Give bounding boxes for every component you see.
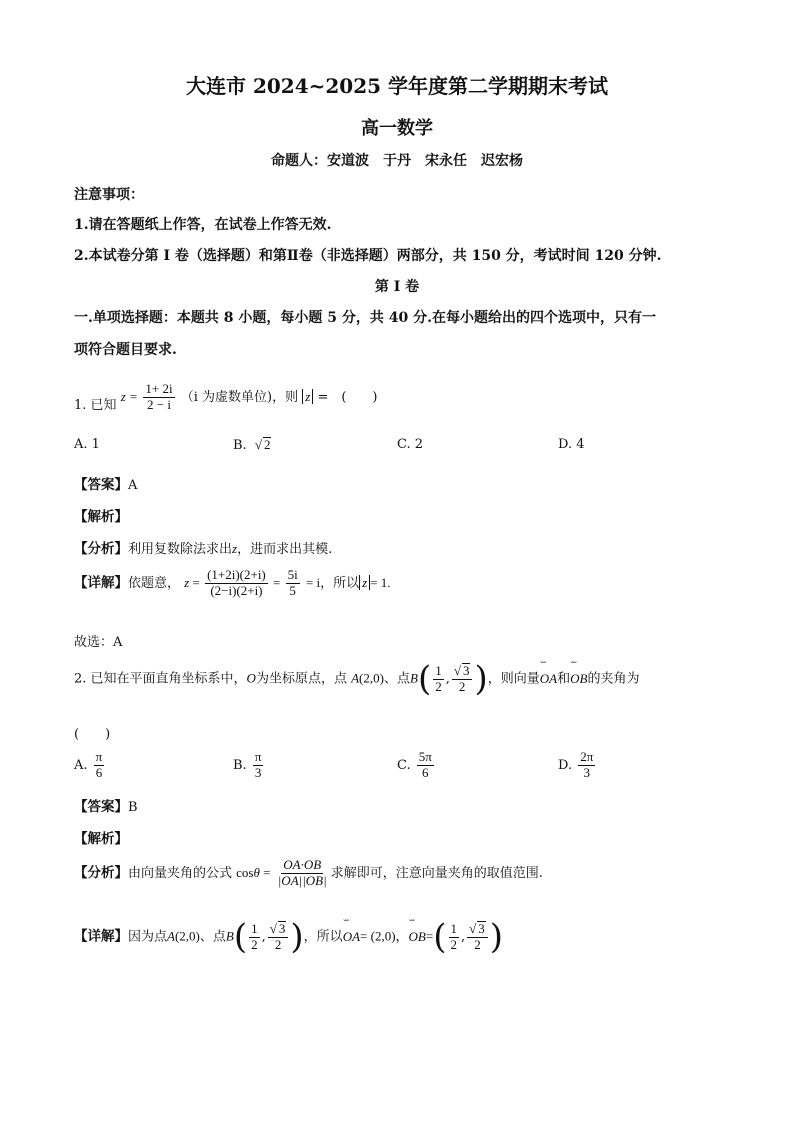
q1-answer-value: A (128, 478, 138, 493)
q2-option-a-label: A. (74, 757, 88, 773)
q2-theta: θ (253, 864, 260, 880)
notes-heading: 注意事项： (74, 187, 144, 203)
q2-option-b-num: π (254, 749, 262, 764)
q1-detail-fraction-1-num: (1+2i)(2+i) (207, 567, 266, 582)
q2-answer (74, 795, 138, 815)
q2-detail-vector-OB: ˘˘˘ OB (409, 929, 426, 945)
q2-fenxi: 【分析】由向量夹角的公式 cosθ = $\frac{OA\cdot OB}{|OA||OB|}$ 求解即可，注意向量夹角的取值范围. (74, 857, 543, 888)
q2-option-b-den: 3 (254, 764, 262, 780)
q1-fraction-numerator: 1+ 2i (145, 381, 173, 397)
q1-analysis-label: 【解析】 (74, 509, 128, 525)
q1-option-c: C. 2 (397, 437, 424, 452)
q1-fenxi-text-2: ，进而求出其模. (237, 542, 333, 557)
q2-paren: ( ) (74, 727, 111, 742)
q2-option-d-frac (578, 750, 595, 781)
exam-title: 大连市 2024~2025 学年度第二学期期末考试 (185, 74, 608, 98)
q2-option-d (558, 750, 597, 781)
q2-vector-OB: ˘˘˘ OB (570, 671, 587, 687)
q2-B-y-sqrt: 3 (462, 663, 470, 679)
q2-option-c-num: 5π (418, 749, 432, 764)
part1-heading: 第 I 卷 (374, 279, 420, 295)
q2-cos: cos (236, 864, 254, 880)
q2-B-x (433, 664, 444, 695)
q2-detail-text-3: ，所以 (303, 929, 343, 945)
q2-formula-num: OA·OB (283, 857, 322, 872)
q2-fenxi-label: 【分析】 (74, 864, 128, 881)
question-1-stem (74, 372, 377, 413)
q2-detail-label: 【详解】 (74, 928, 128, 945)
q2-detail-OA-value: = (2,0) (360, 928, 396, 944)
q2-detail-B: B (225, 928, 234, 944)
q2-option-a-frac (94, 750, 105, 781)
q2-option-a (74, 750, 106, 781)
q2-option-a-den: 6 (95, 764, 103, 780)
q2-option-b-frac (253, 750, 264, 781)
q2-detail-text-2: 、点 (199, 929, 226, 945)
q2-text-2: 、点 (383, 671, 410, 687)
q2-text-1: 为坐标原点，点 (255, 671, 347, 687)
q2-vector-OA: ˘˘˘ OA (540, 671, 557, 687)
q1-fenxi (74, 537, 332, 557)
q2-prefix: 2. 已知在平面直角坐标系中， (74, 671, 247, 687)
q2-detail-text-1: 因为点 (128, 929, 168, 945)
q2-detail-B-y-num: √ 3 (268, 921, 289, 938)
q2-B-x-num: 1 (435, 662, 442, 678)
q2-B-y-num: √ 3 (452, 663, 473, 680)
q2-detail-A-coord: (2,0) (174, 928, 200, 944)
q2-option-c-frac (417, 750, 434, 781)
q1-option-b-sqrt: 2 (263, 437, 271, 452)
q2-detail-OB-x-num: 1 (450, 920, 457, 936)
q1-eq: = (129, 389, 138, 405)
q2-detail-OB-x-den: 2 (450, 936, 457, 952)
q2-detail-sep: ， (395, 929, 409, 945)
q2-detail-B-x-den: 2 (251, 936, 258, 952)
q2-detail-B-x (249, 922, 260, 953)
q2-detail-OB-y-sqrt: 3 (478, 921, 485, 937)
q2-detail-OB-y (467, 921, 488, 953)
q2-B-y (452, 663, 473, 695)
q1-z: z (120, 389, 126, 405)
q2-detail-B-x-num: 1 (251, 920, 258, 936)
q2-option-d-den: 3 (583, 764, 591, 780)
q2-A: A (351, 670, 360, 686)
q1-detail-text-2: ，所以 (320, 575, 360, 591)
q1-detail-label: 【详解】 (74, 574, 128, 591)
q1-detail-fraction-2-num: 5i (287, 567, 298, 582)
q2-option-b-label: B. (233, 757, 247, 773)
q2-text-4: 和 (557, 671, 571, 687)
q2-angle-formula (276, 858, 329, 889)
q2-text-5: 的夹角为 (587, 671, 640, 687)
q1-answer (74, 473, 137, 493)
q1-mid-text: （i 为虚数单位)，则 (180, 390, 299, 406)
q2-detail-OB-eq: = (425, 928, 434, 944)
notes-item-1: 1.请在答题纸上作答，在试卷上作答无效. (74, 217, 332, 233)
q2-option-d-num: 2π (580, 749, 594, 764)
q1-detail-abs-z: z (359, 575, 370, 590)
q2-detail-B-y-den: 2 (274, 937, 282, 952)
q2-detail-OB-x (449, 922, 460, 953)
q1-choose: 故选：A (74, 635, 123, 650)
q2-O: O (246, 670, 256, 686)
q1-abs-z: z (302, 389, 313, 404)
q1-detail-z: z (184, 574, 190, 590)
q1-option-b: B. √ 2 (233, 437, 271, 453)
q2-detail: 【详解】因为点A(2,0)、点B( $\frac{1}{2}$ , $\frac{√ 3}{2}$ )，所以˘˘˘ OA= (2,0)，˘˘˘ OB=( $\frac{1}{2}$ , $\frac{√ 3}{2}$ ) (74, 920, 503, 954)
q1-detail-text-1: 依题意， (128, 575, 181, 591)
q2-detail-OB-y-den: 2 (474, 937, 481, 952)
q1-option-b-label: B. (233, 438, 247, 453)
section-instructions-line-1: 一.单项选择题：本题共 8 小题，每小题 5 分，共 40 分.在每小题给出的四个选项中，只有一 (74, 310, 656, 326)
question-2-stem: 2. 已知在平面直角坐标系中，O为坐标原点，点 A(2,0)、点B( $\frac{1}{2}$ , $\frac{√ 3}{2}$ )，则向量˘˘˘ OA和˘˘˘ OB的夹角为 (74, 662, 639, 696)
section-instructions-line-2: 项符合题目要求. (74, 342, 177, 358)
q2-detail-vector-OA: ˘˘˘ OA (343, 929, 360, 945)
q2-answer-label: 【答案】 (74, 799, 128, 815)
q1-detail-result: = 1. (370, 574, 391, 590)
q1-tail: = ( ) (317, 390, 378, 406)
q2-option-c (397, 750, 436, 781)
q1-detail-fraction-2-den: 5 (289, 582, 296, 598)
q1-answer-label: 【答案】 (74, 477, 128, 493)
q2-formula-den: |OA||OB| (277, 872, 327, 888)
q2-B: B (409, 670, 418, 686)
q1-fenxi-label: 【分析】 (74, 541, 128, 557)
q2-option-c-label: C. (397, 757, 411, 773)
q1-fraction (143, 382, 174, 413)
q1-fraction-denominator: 2 − i (147, 397, 171, 413)
q2-option-c-den: 6 (422, 764, 429, 780)
q1-option-d: D. 4 (558, 437, 585, 452)
q2-fenxi-text-1: 由向量夹角的公式 (128, 865, 233, 881)
notes-item-2: 2.本试卷分第 I 卷（选择题）和第Ⅱ卷（非选择题）两部分，共 150 分，考试时间 120 分钟. (74, 248, 662, 264)
q2-B-x-den: 2 (435, 678, 442, 694)
q1-detail: 【详解】依题意， z = $\frac{(1+2i)(2+i)}{(2-i)(2+i)}$ = $\frac{5i}{5}$ = i，所以 z = 1. (74, 567, 391, 598)
q2-option-b (233, 750, 265, 781)
q1-option-a: A. 1 (74, 437, 100, 452)
q1-prefix: 1. 已知 (74, 398, 117, 413)
q2-answer-value: B (128, 800, 138, 815)
subject-title: 高一数学 (361, 118, 433, 139)
authors-line: 命题人：安道波 于丹 宋永任 迟宏杨 (271, 153, 523, 169)
q2-detail-A: A (167, 928, 175, 944)
q1-detail-fraction-1 (205, 568, 268, 599)
q2-option-a-num: π (95, 749, 103, 764)
q1-fenxi-z: z (232, 541, 238, 556)
q2-A-coord: (2,0) (359, 670, 384, 686)
q2-detail-OB-y-num: √ 3 (467, 921, 488, 938)
q2-analysis-label: 【解析】 (74, 831, 128, 847)
q2-detail-B-y (268, 921, 289, 953)
q2-text-3: ，则向量 (487, 671, 540, 687)
q2-fenxi-text-2: 求解即可，注意向量夹角的取值范围. (330, 865, 543, 881)
q2-B-y-den: 2 (458, 679, 466, 694)
q2-detail-B-y-sqrt: 3 (278, 921, 286, 937)
q1-detail-fraction-2 (286, 568, 300, 599)
q2-option-d-label: D. (558, 757, 573, 773)
q1-detail-eq-i: = i (305, 574, 321, 590)
q1-fenxi-text-1: 利用复数除法求出 (128, 542, 233, 557)
q1-detail-fraction-1-den: (2−i)(2+i) (210, 582, 263, 598)
